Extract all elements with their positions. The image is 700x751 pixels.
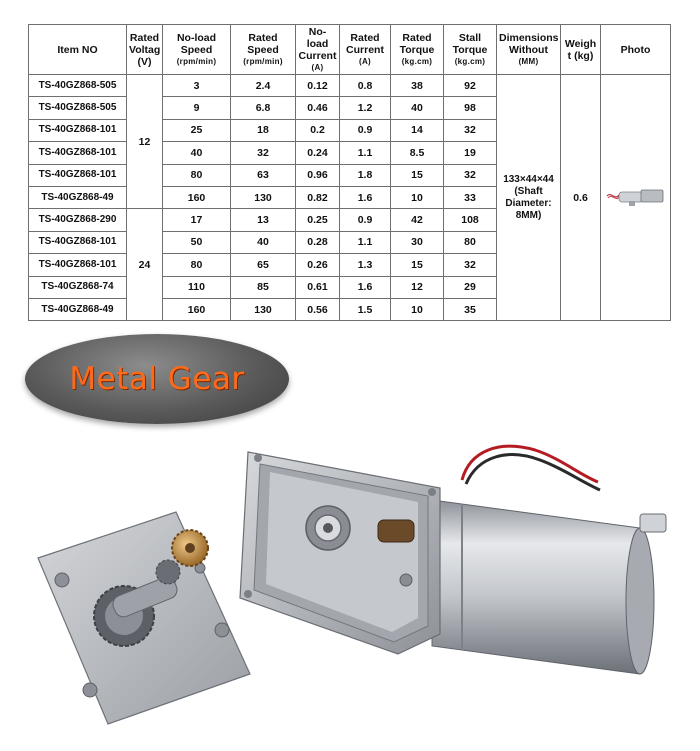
rated-current-cell: 1.6 xyxy=(340,186,391,208)
item-no-cell: TS-40GZ868-101 xyxy=(29,164,127,186)
item-no-cell: TS-40GZ868-290 xyxy=(29,209,127,231)
stall-torque-cell: 29 xyxy=(444,276,497,298)
header-rated-speed: Rated Speed (rpm/min) xyxy=(231,25,296,75)
noload-current-cell: 0.26 xyxy=(296,254,340,276)
noload-current-cell: 0.28 xyxy=(296,231,340,253)
item-no-cell: TS-40GZ868-49 xyxy=(29,186,127,208)
noload-current-cell: 0.25 xyxy=(296,209,340,231)
rated-torque-cell: 30 xyxy=(391,231,444,253)
rated-torque-cell: 14 xyxy=(391,119,444,141)
noload-current-cell: 0.96 xyxy=(296,164,340,186)
stall-torque-cell: 80 xyxy=(444,231,497,253)
rated-torque-cell: 40 xyxy=(391,97,444,119)
rated-current-cell: 1.5 xyxy=(340,298,391,320)
noload-current-cell: 0.24 xyxy=(296,142,340,164)
rated-current-cell: 0.9 xyxy=(340,119,391,141)
rated-speed-cell: 2.4 xyxy=(231,75,296,97)
photo-cell xyxy=(601,75,671,321)
voltage-cell: 12 xyxy=(127,75,163,209)
rated-current-cell: 0.8 xyxy=(340,75,391,97)
gear-motor-photo xyxy=(0,420,700,751)
noload-speed-cell: 17 xyxy=(163,209,231,231)
item-no-cell: TS-40GZ868-101 xyxy=(29,119,127,141)
stall-torque-cell: 108 xyxy=(444,209,497,231)
rated-speed-cell: 18 xyxy=(231,119,296,141)
header-rated-voltage: Rated Voltag (V) xyxy=(127,25,163,75)
rated-torque-cell: 10 xyxy=(391,298,444,320)
metal-gear-label: Metal Gear xyxy=(69,361,245,397)
item-no-cell: TS-40GZ868-505 xyxy=(29,97,127,119)
rated-speed-cell: 85 xyxy=(231,276,296,298)
stall-torque-cell: 32 xyxy=(444,164,497,186)
stall-torque-cell: 32 xyxy=(444,254,497,276)
noload-speed-cell: 9 xyxy=(163,97,231,119)
noload-speed-cell: 25 xyxy=(163,119,231,141)
spec-table xyxy=(28,24,671,321)
header-item-no: Item NO xyxy=(29,25,127,75)
header-noload-speed: No-load Speed (rpm/min) xyxy=(163,25,231,75)
item-no-cell: TS-40GZ868-49 xyxy=(29,298,127,320)
rated-torque-cell: 15 xyxy=(391,164,444,186)
metal-gear-badge xyxy=(25,334,289,424)
header-photo: Photo xyxy=(601,25,671,75)
noload-current-cell: 0.56 xyxy=(296,298,340,320)
item-no-cell: TS-40GZ868-74 xyxy=(29,276,127,298)
rated-current-cell: 1.1 xyxy=(340,231,391,253)
rated-torque-cell: 15 xyxy=(391,254,444,276)
noload-speed-cell: 160 xyxy=(163,186,231,208)
noload-current-cell: 0.12 xyxy=(296,75,340,97)
header-dimensions: Dimensions Without (MM) xyxy=(497,25,561,75)
stall-torque-cell: 98 xyxy=(444,97,497,119)
rated-current-cell: 1.3 xyxy=(340,254,391,276)
header-rated-torque: Rated Torque (kg.cm) xyxy=(391,25,444,75)
header-weight: Weigh t (kg) xyxy=(561,25,601,75)
item-no-cell: TS-40GZ868-101 xyxy=(29,231,127,253)
stall-torque-cell: 33 xyxy=(444,186,497,208)
rated-torque-cell: 10 xyxy=(391,186,444,208)
noload-current-cell: 0.46 xyxy=(296,97,340,119)
stall-torque-cell: 19 xyxy=(444,142,497,164)
rated-speed-cell: 40 xyxy=(231,231,296,253)
rated-torque-cell: 8.5 xyxy=(391,142,444,164)
rated-current-cell: 1.1 xyxy=(340,142,391,164)
header-noload-current: No-load Current (A) xyxy=(296,25,340,75)
stall-torque-cell: 32 xyxy=(444,119,497,141)
rated-speed-cell: 63 xyxy=(231,164,296,186)
noload-current-cell: 0.2 xyxy=(296,119,340,141)
rated-current-cell: 1.8 xyxy=(340,164,391,186)
rated-torque-cell: 42 xyxy=(391,209,444,231)
header-row xyxy=(29,25,671,75)
noload-speed-cell: 3 xyxy=(163,75,231,97)
rated-current-cell: 0.9 xyxy=(340,209,391,231)
rated-torque-cell: 12 xyxy=(391,276,444,298)
header-rated-current: Rated Current (A) xyxy=(340,25,391,75)
noload-speed-cell: 110 xyxy=(163,276,231,298)
voltage-cell: 24 xyxy=(127,209,163,321)
table-row xyxy=(29,75,671,97)
motor-thumbnail-image xyxy=(605,183,667,209)
noload-speed-cell: 160 xyxy=(163,298,231,320)
rated-speed-cell: 130 xyxy=(231,298,296,320)
dimensions-cell: 133×44×44 (Shaft Diameter: 8MM) xyxy=(497,75,561,321)
noload-speed-cell: 50 xyxy=(163,231,231,253)
rated-speed-cell: 13 xyxy=(231,209,296,231)
rated-speed-cell: 65 xyxy=(231,254,296,276)
weight-cell: 0.6 xyxy=(561,75,601,321)
item-no-cell: TS-40GZ868-101 xyxy=(29,142,127,164)
item-no-cell: TS-40GZ868-101 xyxy=(29,254,127,276)
stall-torque-cell: 92 xyxy=(444,75,497,97)
noload-speed-cell: 40 xyxy=(163,142,231,164)
rated-torque-cell: 38 xyxy=(391,75,444,97)
rated-speed-cell: 6.8 xyxy=(231,97,296,119)
rated-speed-cell: 130 xyxy=(231,186,296,208)
noload-speed-cell: 80 xyxy=(163,254,231,276)
noload-current-cell: 0.61 xyxy=(296,276,340,298)
stall-torque-cell: 35 xyxy=(444,298,497,320)
rated-current-cell: 1.2 xyxy=(340,97,391,119)
noload-speed-cell: 80 xyxy=(163,164,231,186)
rated-current-cell: 1.6 xyxy=(340,276,391,298)
item-no-cell: TS-40GZ868-505 xyxy=(29,75,127,97)
noload-current-cell: 0.82 xyxy=(296,186,340,208)
header-stall-torque: Stall Torque (kg.cm) xyxy=(444,25,497,75)
rated-speed-cell: 32 xyxy=(231,142,296,164)
